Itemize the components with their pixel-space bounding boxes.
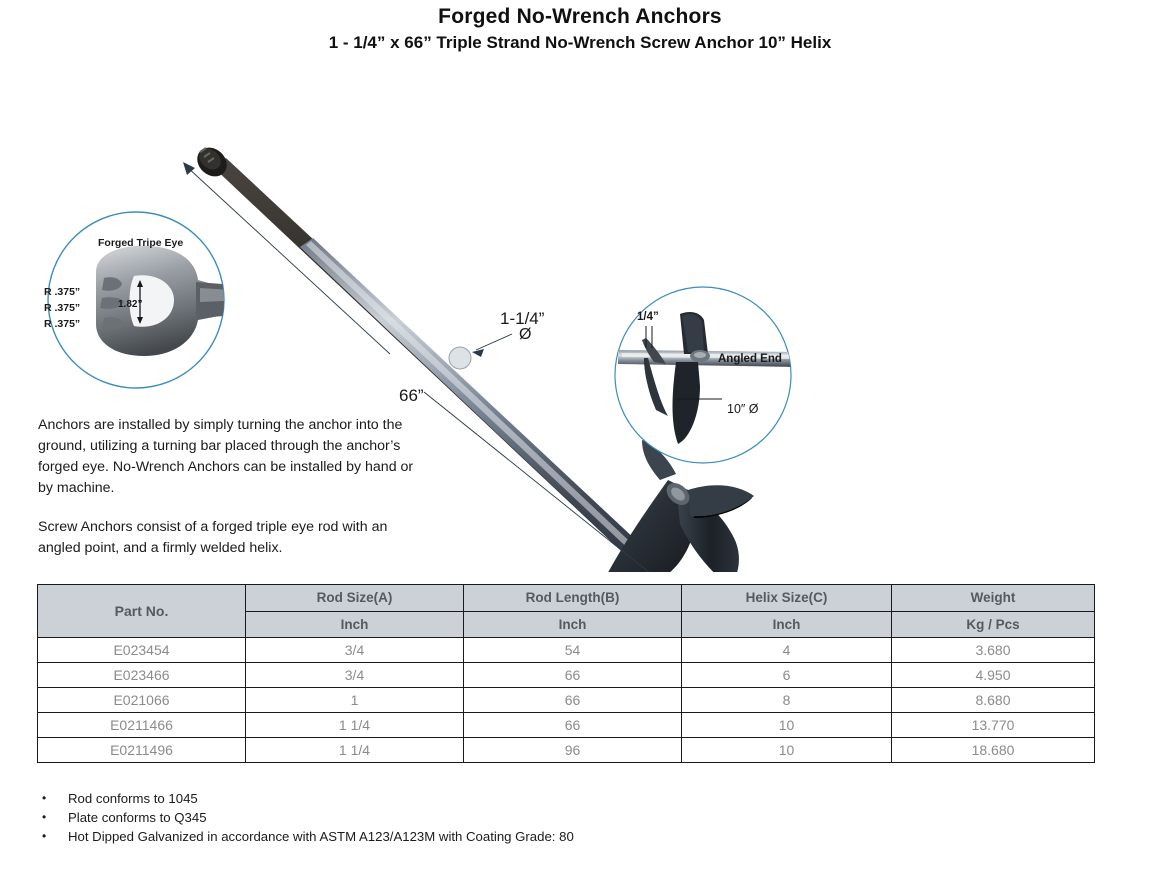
cell-part-no: E021066 bbox=[38, 688, 246, 713]
note-text: Rod conforms to 1045 bbox=[68, 791, 198, 806]
rod-diameter-pointer bbox=[449, 334, 512, 369]
description-paragraph-1: Anchors are installed by simply turning the anchor into the ground, utilizing a turning bar placed through the anchor’s forged eye. No-Wrench Anchors can be installed by hand or by machine. bbox=[38, 417, 414, 496]
table-row bbox=[38, 663, 1095, 688]
page-title: Forged No-Wrench Anchors bbox=[438, 5, 722, 28]
list-item bbox=[38, 808, 598, 827]
unit-header-rod-length: Inch bbox=[464, 611, 682, 638]
cell-weight: 3.680 bbox=[892, 638, 1095, 663]
eye-opening-dimension: 1.82” bbox=[118, 299, 143, 310]
cell-helix-size: 10 bbox=[682, 713, 892, 738]
helix-diameter-label: 10″ Ø bbox=[727, 402, 759, 416]
unit-header-weight: Kg / Pcs bbox=[892, 611, 1095, 638]
cell-rod-length: 66 bbox=[464, 713, 682, 738]
diameter-symbol-icon: Ø bbox=[519, 326, 532, 343]
cell-rod-length: 66 bbox=[464, 688, 682, 713]
list-item bbox=[38, 827, 598, 846]
page-subtitle: 1 - 1/4” x 66” Triple Strand No-Wrench Screw Anchor 10” Helix bbox=[328, 33, 832, 52]
bullet-icon: • bbox=[42, 791, 47, 805]
description-paragraph-2: Screw Anchors consist of a forged triple eye rod with an angled point, and a firmly welded helix. bbox=[38, 519, 388, 556]
cell-rod-length: 66 bbox=[464, 663, 682, 688]
cell-rod-size: 3/4 bbox=[246, 663, 464, 688]
cell-weight: 8.680 bbox=[892, 688, 1095, 713]
cell-part-no: E023454 bbox=[38, 638, 246, 663]
cell-part-no: E0211466 bbox=[38, 713, 246, 738]
eye-radius-label-1: R .375” bbox=[44, 286, 81, 298]
title-block bbox=[0, 4, 1160, 55]
column-header-helix-size: Helix Size(C) bbox=[682, 585, 892, 612]
list-item bbox=[38, 789, 598, 808]
note-text: Plate conforms to Q345 bbox=[68, 810, 207, 825]
table-row bbox=[38, 638, 1095, 663]
note-text: Hot Dipped Galvanized in accordance with ASTM A123/A123M with Coating Grade: 80 bbox=[68, 829, 574, 844]
cell-rod-size: 1 1/4 bbox=[246, 738, 464, 763]
cell-rod-size: 1 bbox=[246, 688, 464, 713]
eye-radius-label-3: R .375” bbox=[44, 318, 81, 330]
rod-diameter-label: 1-1/4” bbox=[500, 309, 545, 328]
specifications-table bbox=[37, 584, 1095, 763]
table-row bbox=[38, 738, 1095, 763]
unit-header-rod-size: Inch bbox=[246, 611, 464, 638]
rod-length-label: 66” bbox=[399, 386, 424, 405]
column-header-weight: Weight bbox=[892, 585, 1095, 612]
table-row bbox=[38, 713, 1095, 738]
cell-helix-size: 4 bbox=[682, 638, 892, 663]
column-header-rod-length: Rod Length(B) bbox=[464, 585, 682, 612]
table-row bbox=[38, 688, 1095, 713]
cell-part-no: E023466 bbox=[38, 663, 246, 688]
unit-header-helix-size: Inch bbox=[682, 611, 892, 638]
cell-helix-size: 10 bbox=[682, 738, 892, 763]
table-body bbox=[38, 638, 1095, 763]
helix-thickness-label: 1/4” bbox=[637, 311, 659, 323]
cell-rod-length: 54 bbox=[464, 638, 682, 663]
cell-helix-size: 6 bbox=[682, 663, 892, 688]
column-header-rod-size: Rod Size(A) bbox=[246, 585, 464, 612]
eye-radius-label-2: R .375” bbox=[44, 302, 81, 314]
cell-part-no: E0211496 bbox=[38, 738, 246, 763]
cell-rod-size: 3/4 bbox=[246, 638, 464, 663]
table-group-header-row bbox=[38, 585, 1095, 612]
cell-weight: 13.770 bbox=[892, 713, 1095, 738]
bullet-icon: • bbox=[42, 829, 47, 843]
cell-weight: 4.950 bbox=[892, 663, 1095, 688]
angled-end-label: Angled End bbox=[718, 353, 782, 365]
cell-rod-length: 96 bbox=[464, 738, 682, 763]
forged-eye-caption: Forged Tripe Eye bbox=[98, 237, 184, 249]
table-header bbox=[38, 585, 1095, 638]
material-notes-list bbox=[38, 789, 598, 846]
cell-rod-size: 1 1/4 bbox=[246, 713, 464, 738]
cell-weight: 18.680 bbox=[892, 738, 1095, 763]
column-header-part-no: Part No. bbox=[38, 585, 246, 638]
cell-helix-size: 8 bbox=[682, 688, 892, 713]
bullet-icon: • bbox=[42, 810, 47, 824]
